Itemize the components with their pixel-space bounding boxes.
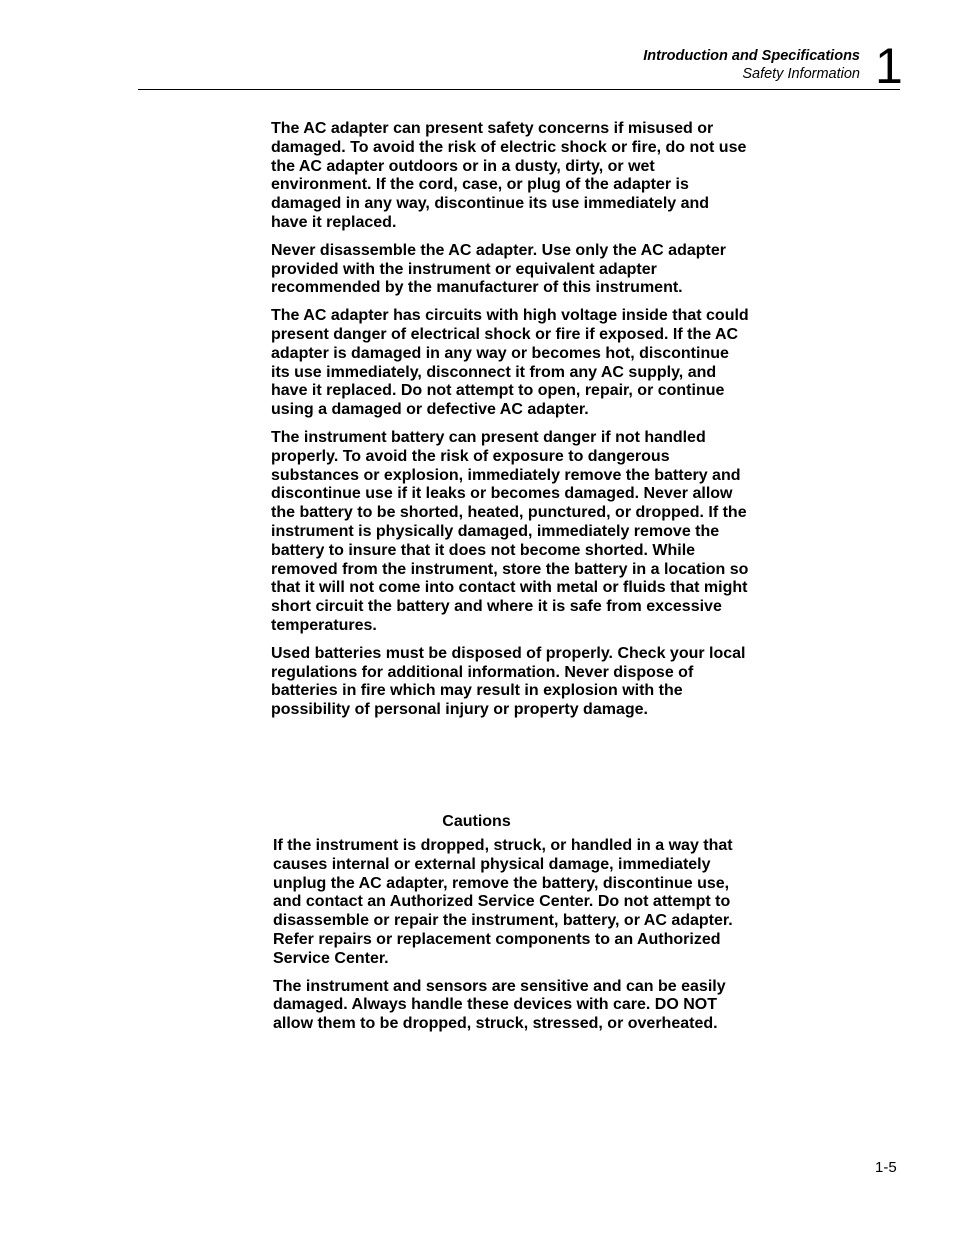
paragraph-battery-danger: The instrument battery can present danger if not handled properly. To avoid the risk of exposure to dangerous substances or explosion, immediately remove the battery and discontinue use if it leaks or becomes damaged. Never allow the battery to be shorted, heated, punctured, or dropped. If the instrument is physically damaged, immediately remove the battery to insure that it does not become shorted. While removed from the instrument, store the battery in a location so that it will not come into contact with metal or fluids that might short circuit the battery and where it is safe from excessive temperatures. bbox=[271, 428, 749, 634]
paragraph-ac-adapter-high-voltage: The AC adapter has circuits with high voltage inside that could present danger of electrical shock or fire if exposed. If the AC adapter is damaged in any way or becomes hot, discontinue its use immediately, disconnect it from any AC supply, and have it replaced. Do not attempt to open, repair, or continue using a damaged or defective AC adapter. bbox=[271, 307, 749, 419]
warning-text-block bbox=[271, 120, 749, 729]
paragraph-ac-adapter-disassembly: Never disassemble the AC adapter. Use only the AC adapter provided with the instrument or equivalent adapter recommended by the manufacturer of this instrument. bbox=[271, 241, 726, 297]
page-number: 1-5 bbox=[875, 1159, 897, 1176]
paragraph-caution-physical-damage: If the instrument is dropped, struck, or handled in a way that causes internal or external physical damage, immediately unplug the AC adapter, remove the battery, discontinue use, and contact an Authorized Service Center. Do not attempt to disassemble or repair the instrument, battery, or AC adapter. Refer repairs or replacement components to an Authorized Service Center. bbox=[273, 837, 733, 967]
paragraph-battery-disposal: Used batteries must be disposed of properly. Check your local regulations for additional information. Never dispose of batteries in fire which may result in explosion with the possibility of personal injury or property damage. bbox=[271, 644, 746, 719]
chapter-number: 1 bbox=[875, 38, 903, 94]
header-divider bbox=[138, 89, 900, 90]
cautions-text-block bbox=[273, 837, 749, 1043]
section-title: Safety Information bbox=[742, 66, 860, 82]
cautions-heading: Cautions bbox=[442, 813, 511, 830]
paragraph-caution-sensitive-devices: The instrument and sensors are sensitive and can be easily damaged. Always handle these devices with care. DO NOT allow them to be dropped, struck, stressed, or overheated. bbox=[273, 977, 726, 1033]
paragraph-ac-adapter-safety: The AC adapter can present safety concerns if misused or damaged. To avoid the risk of electric shock or fire, do not use the AC adapter outdoors or in a dusty, dirty, or wet environment. If the cord, case, or plug of the adapter is damaged in any way, discontinue its use immediately and have it replaced. bbox=[271, 120, 747, 231]
chapter-title: Introduction and Specifications bbox=[643, 48, 860, 64]
